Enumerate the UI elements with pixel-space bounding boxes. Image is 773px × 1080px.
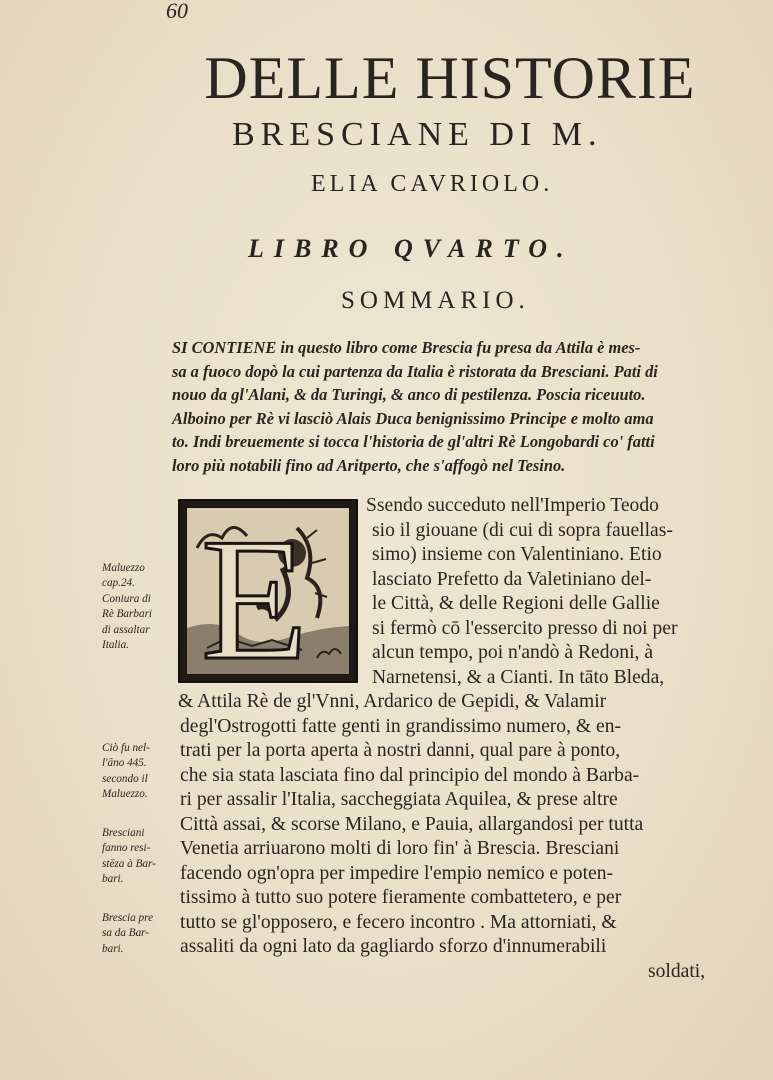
body-line: Narnetensi, & a Cianti. In tāto Bleda, (372, 667, 665, 688)
woodcut-illustration (186, 507, 350, 675)
body-line: simo) insieme con Valentiniano. Etio (372, 544, 662, 565)
heading-line-2: BRESCIANE DI M. (232, 116, 603, 153)
margin-note-line: di assaltar (102, 623, 150, 636)
margin-note-line: secondo il (102, 772, 148, 785)
summary-paragraph (172, 336, 754, 478)
margin-note-line: Bresciani (102, 827, 145, 839)
margin-note-line: Rè Barbari (102, 608, 153, 621)
margin-note-line: fanno resi- (102, 842, 151, 855)
summary-line: loro più notabili fino ad Aritperto, che s'affogò nel Tesino. (172, 455, 566, 475)
body-line: si fermò cō l'essercito presso di noi per (372, 618, 678, 639)
margin-note-line: stēza à Bar- (102, 857, 156, 870)
margin-note-line: cap.24. (102, 577, 135, 590)
margin-note-line: Maluezzo (102, 562, 145, 574)
summary-line: SI CONTIENE in questo libro come Brescia fu presa da Attila è mes- (172, 338, 641, 357)
page-number: 60 (166, 0, 188, 23)
margin-note (102, 826, 174, 888)
body-line: ri per assalir l'Italia, saccheggiata Aquilea, & prese altre (180, 789, 618, 810)
heading-line-3: ELIA CAVRIOLO. (311, 171, 554, 197)
margin-note-line: bari. (102, 873, 124, 886)
body-line: Ssendo succeduto nell'Imperio Teodo (366, 495, 659, 516)
body-line: trati per la porta aperta à nostri danni, qual pare à ponto, (180, 740, 621, 761)
margin-note (102, 741, 174, 803)
catchword: soldati, (648, 961, 706, 982)
margin-note-line: Italia. (102, 639, 130, 652)
initial-letter-glyph: E (201, 508, 308, 674)
margin-note-line: Brescia pre (102, 912, 154, 924)
summary-line: to. Indi breuemente si tocca l'historia de gl'altri Rè Longobardi co' fatti (172, 432, 655, 452)
body-line: le Città, & delle Regioni delle Gallie (372, 593, 660, 614)
body-line: sio il giouane (di cui di sopra fauellas- (372, 520, 673, 541)
margin-note-line: Maluezzo. (102, 788, 148, 801)
summary-line: sa a fuoco dopò la cui partenza da Italia è ristorata da Bresciani. Pati di (172, 361, 658, 381)
body-line: alcun tempo, poi n'andò à Redoni, à (372, 642, 654, 663)
body-line: lasciato Prefetto da Valetiniano del- (372, 569, 652, 590)
margin-note (102, 911, 174, 957)
book-title: LIBRO QVARTO. (248, 234, 574, 263)
margin-note-line: Coniura di (102, 592, 151, 605)
body-line: Città assai, & scorse Milano, e Pauia, allargandosi per tutta (180, 814, 644, 835)
body-line: assaliti da ogni lato da gagliardo sforzo d'innumerabili (180, 936, 607, 957)
body-line: & Attila Rè de gl'Vnni, Ardarico de Gepidi, & Valamir (178, 691, 607, 712)
body-line: tissimo à tutto suo potere fieramente combattetero, e per (180, 887, 622, 908)
heading-line-1: DELLE HISTORIE (204, 45, 696, 111)
body-line: degl'Ostrogotti fatte genti in grandissimo numero, & en- (180, 716, 622, 737)
margin-note-line: l'āno 445. (102, 757, 147, 770)
summary-line: Alboino per Rè vi lasciò Alais Duca benignissimo Principe e molto ama (172, 408, 654, 428)
summary-line: nouo da gl'Alani, & da Turingi, & anco di pestilenza. Poscia riceuuto. (172, 385, 646, 405)
decorated-initial (178, 499, 358, 683)
margin-note (102, 561, 174, 653)
body-line: facendo ogn'opra per impedire l'empio nemico e poten- (180, 863, 614, 884)
margin-note-line: Ciò fu nel- (102, 742, 150, 754)
body-line: tutto se gl'opposero, e fecero incontro . Ma attorniati, & (180, 912, 617, 933)
margin-note-line: sa da Bar- (102, 927, 150, 940)
margin-note-line: bari. (102, 942, 124, 955)
body-line: che sia stata lasciata fino dal principio del mondo à Barba- (180, 765, 640, 786)
body-line: Venetia arriuarono molti di loro fin' à Brescia. Bresciani (180, 838, 620, 859)
sommario-heading: SOMMARIO. (341, 287, 530, 314)
